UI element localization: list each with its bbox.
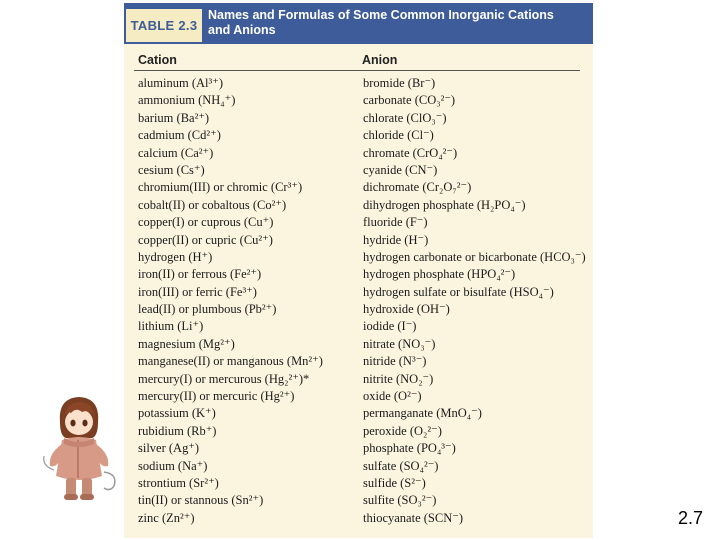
- cation-row: cadmium (Cd²⁺): [138, 128, 221, 143]
- cation-row: calcium (Ca²⁺): [138, 145, 214, 160]
- anion-row: iodide (I⁻): [363, 319, 417, 334]
- cation-row: manganese(II) or manganous (Mn²⁺): [138, 354, 323, 369]
- anion-list: [363, 75, 589, 527]
- cation-row: rubidium (Rb⁺): [138, 423, 217, 438]
- cation-row: cesium (Cs⁺): [138, 162, 205, 177]
- cation-row: magnesium (Mg²⁺): [138, 336, 235, 351]
- table-number-badge: TABLE 2.3: [126, 9, 202, 42]
- cation-column-header: Cation: [138, 53, 177, 67]
- anion-row: nitrite (NO₂⁻): [363, 371, 434, 386]
- cation-row: chromium(III) or chromic (Cr³⁺): [138, 180, 303, 195]
- anion-row: thiocyanate (SCN⁻): [363, 510, 463, 525]
- anion-row: carbonate (CO₃²⁻): [363, 93, 456, 108]
- table-caption-line1: Names and Formulas of Some Common Inorganic Cations: [208, 8, 554, 22]
- cation-row: lithium (Li⁺): [138, 319, 204, 334]
- header-divider: [134, 70, 580, 71]
- anion-row: chlorate (ClO₃⁻): [363, 110, 447, 125]
- cation-row: zinc (Zn²⁺): [138, 510, 195, 525]
- anion-row: hydroxide (OH⁻): [363, 302, 450, 317]
- anion-row: permanganate (MnO₄⁻): [363, 406, 482, 421]
- anion-row: nitride (N³⁻): [363, 354, 427, 369]
- page-number: 2.7: [678, 508, 704, 528]
- anion-row: sulfate (SO₄²⁻): [363, 458, 439, 473]
- cation-row: lead(II) or plumbous (Pb²⁺): [138, 302, 277, 317]
- cation-row: copper(II) or cupric (Cu²⁺): [138, 232, 273, 247]
- cation-row: mercury(II) or mercuric (Hg²⁺): [138, 389, 295, 404]
- anion-row: peroxide (O₂²⁻): [363, 423, 442, 438]
- cation-row: tin(II) or stannous (Sn²⁺): [138, 493, 264, 508]
- cation-row: iron(II) or ferrous (Fe²⁺): [138, 267, 262, 282]
- anion-row: nitrate (NO₃⁻): [363, 336, 436, 351]
- anime-girl-mascot-icon: [38, 392, 120, 504]
- anion-row: cyanide (CN⁻): [363, 162, 438, 177]
- anion-row: fluoride (F⁻): [363, 215, 428, 230]
- anion-row: hydrogen sulfate or bisulfate (HSO₄⁻): [363, 284, 554, 299]
- anion-column-header: Anion: [362, 53, 398, 67]
- cation-row: ammonium (NH₄⁺): [138, 93, 236, 108]
- anion-row: phosphate (PO₄³⁻): [363, 441, 456, 456]
- cation-row: aluminum (Al³⁺): [138, 76, 223, 90]
- anion-row: hydrogen phosphate (HPO₄²⁻): [363, 267, 516, 282]
- cation-list: [138, 75, 358, 527]
- table-caption-line2: and Anions: [208, 23, 276, 37]
- anion-row: dihydrogen phosphate (H₂PO₄⁻): [363, 197, 526, 212]
- cation-row: sodium (Na⁺): [138, 458, 208, 473]
- anion-row: sulfide (S²⁻): [363, 475, 426, 490]
- anion-row: hydrogen carbonate or bicarbonate (HCO₃⁻): [363, 249, 586, 264]
- cation-row: silver (Ag⁺): [138, 441, 200, 456]
- anion-row: chloride (Cl⁻): [363, 128, 434, 143]
- cation-row: mercury(I) or mercurous (Hg₂²⁺)*: [138, 371, 310, 386]
- table-caption: [208, 8, 588, 38]
- anion-row: dichromate (Cr₂O₇²⁻): [363, 180, 472, 195]
- cation-row: copper(I) or cuprous (Cu⁺): [138, 215, 274, 230]
- cation-row: hydrogen (H⁺): [138, 249, 213, 264]
- anion-row: chromate (CrO₄²⁻): [363, 145, 458, 160]
- anion-row: sulfite (SO₃²⁻): [363, 493, 437, 508]
- cation-row: strontium (Sr²⁺): [138, 475, 219, 490]
- anion-row: bromide (Br⁻): [363, 76, 436, 90]
- cation-row: iron(III) or ferric (Fe³⁺): [138, 284, 257, 299]
- cation-row: potassium (K⁺): [138, 406, 216, 421]
- anion-row: oxide (O²⁻): [363, 389, 422, 404]
- cation-row: cobalt(II) or cobaltous (Co²⁺): [138, 197, 287, 212]
- table-header-bar: [124, 3, 593, 44]
- table-card: [124, 3, 593, 538]
- anion-row: hydride (H⁻): [363, 232, 429, 247]
- cation-row: barium (Ba²⁺): [138, 110, 210, 125]
